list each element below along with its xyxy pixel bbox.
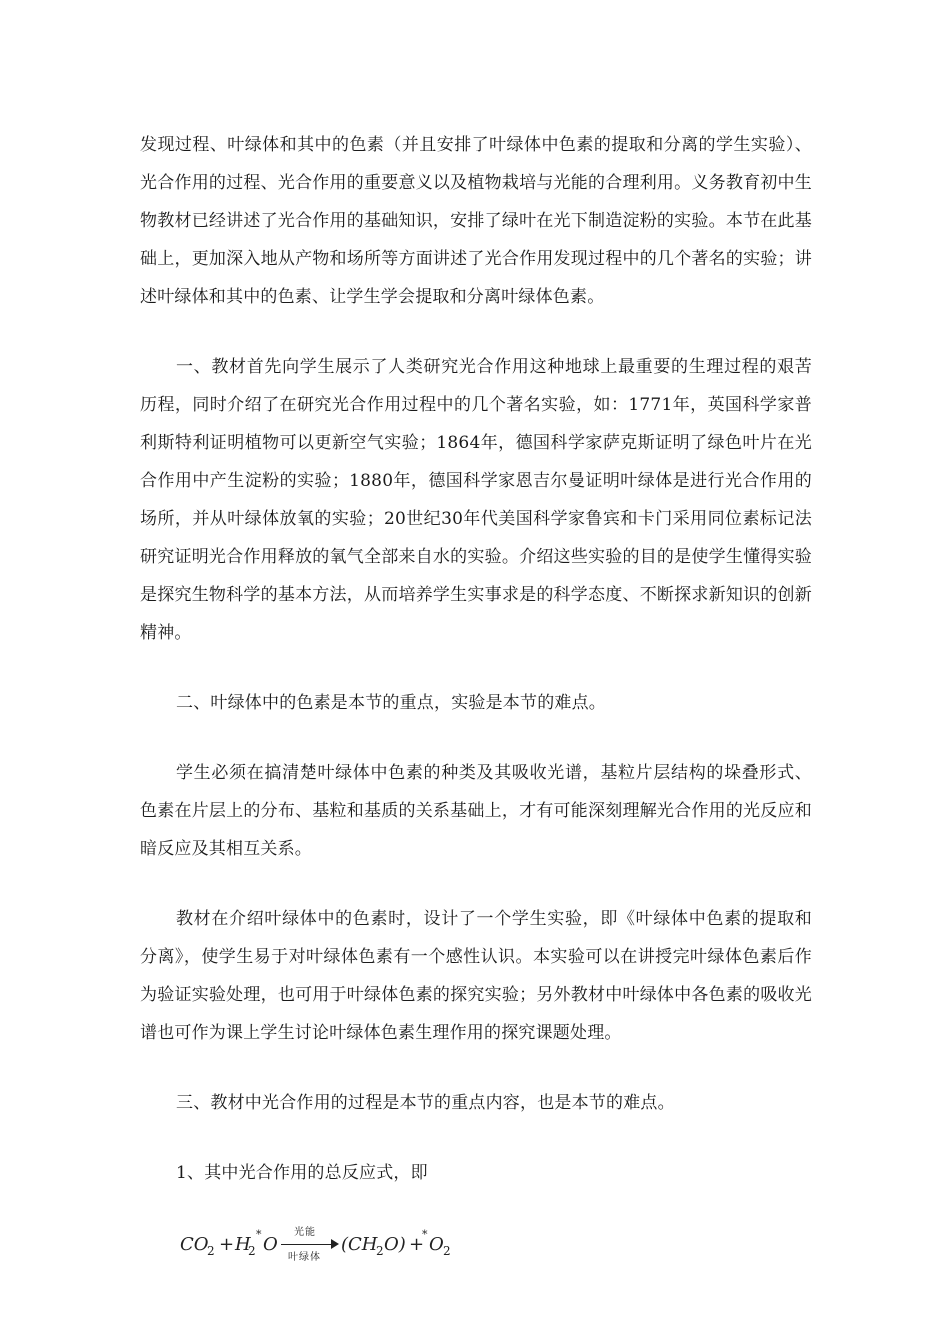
eq-plus: +: [219, 1234, 235, 1255]
eq-o: O: [263, 1234, 278, 1255]
reaction-arrow: [281, 1244, 335, 1245]
photosynthesis-equation: [180, 1220, 812, 1264]
paragraph-intro: 发现过程、叶绿体和其中的色素（并且安排了叶绿体中色素的提取和分离的学生实验）、光合作用的过程、光合作用的重要意义以及植物栽培与光能的合理利用。义务教育初中生物教材已经讲述了光合作用的基础知识，安排了绿叶在光下制造淀粉的实验。本节在此基础上，更加深入地从产物和场所等方面讲述了光合作用发现过程中的几个著名的实验；讲述叶绿体和其中的色素、让学生学会提取和分离叶绿体色素。: [140, 135, 812, 307]
paragraph-section-two-heading: 二、叶绿体中的色素是本节的重点，实验是本节的难点。: [176, 693, 606, 713]
eq-sub: 2: [443, 1244, 451, 1258]
eq-co: CO: [180, 1234, 209, 1255]
eq-sub: 2: [207, 1244, 215, 1258]
eq-o2: O: [429, 1234, 444, 1255]
paragraph-section-one: 一、教材首先向学生展示了人类研究光合作用这种地球上最重要的生理过程的艰苦历程，同时介绍了在研究光合作用过程中的几个著名实验，如：1771年，英国科学家普利斯特利证明植物可以更新空气实验；1864年，德国科学家萨克斯证明了绿色叶片在光合作用中产生淀粉的实验；1880年，德国科学家恩吉尔曼证明叶绿体是进行光合作用的场所，并从叶绿体放氧的实验；20世纪30年代美国科学家鲁宾和卡门采用同位素标记法研究证明光合作用释放的氧气全部来自水的实验。介绍这些实验的目的是使学生懂得实验是探究生物科学的基本方法，从而培养学生实事求是的科学态度、不断探求新知识的创新精神。: [140, 357, 812, 643]
eq-ch2o-open: (CH: [341, 1234, 378, 1255]
eq-isotope-mark: *: [256, 1228, 262, 1241]
eq-sub: 2: [248, 1244, 256, 1258]
paragraph-equation-intro: 1、其中光合作用的总反应式，即: [176, 1163, 428, 1183]
eq-ch2o-close: O): [384, 1234, 406, 1255]
eq-condition-light: 光能: [294, 1227, 316, 1238]
eq-isotope-mark: *: [422, 1228, 428, 1241]
eq-condition-chloroplast: 叶绿体: [288, 1252, 321, 1263]
document-page: [140, 126, 812, 1264]
eq-plus: +: [409, 1234, 425, 1255]
paragraph-pigments: 学生必须在搞清楚叶绿体中色素的种类及其吸收光谱，基粒片层结构的垛叠形式、色素在片层上的分布、基粒和基质的关系基础上，才有可能深刻理解光合作用的光反应和暗反应及其相互关系。: [140, 763, 812, 859]
arrow-head-icon: [331, 1239, 339, 1249]
paragraph-experiment: 教材在介绍叶绿体中的色素时，设计了一个学生实验，即《叶绿体中色素的提取和分离》，使学生易于对叶绿体色素有一个感性认识。本实验可以在讲授完叶绿体色素后作为验证实验处理，也可用于叶绿体色素的探究实验；另外教材中叶绿体中各色素的吸收光谱也可作为课上学生讨论叶绿体色素生理作用的探究课题处理。: [140, 909, 812, 1043]
eq-h: H: [235, 1234, 251, 1255]
paragraph-section-three-heading: 三、教材中光合作用的过程是本节的重点内容，也是本节的难点。: [176, 1093, 675, 1113]
eq-sub: 2: [376, 1244, 384, 1258]
